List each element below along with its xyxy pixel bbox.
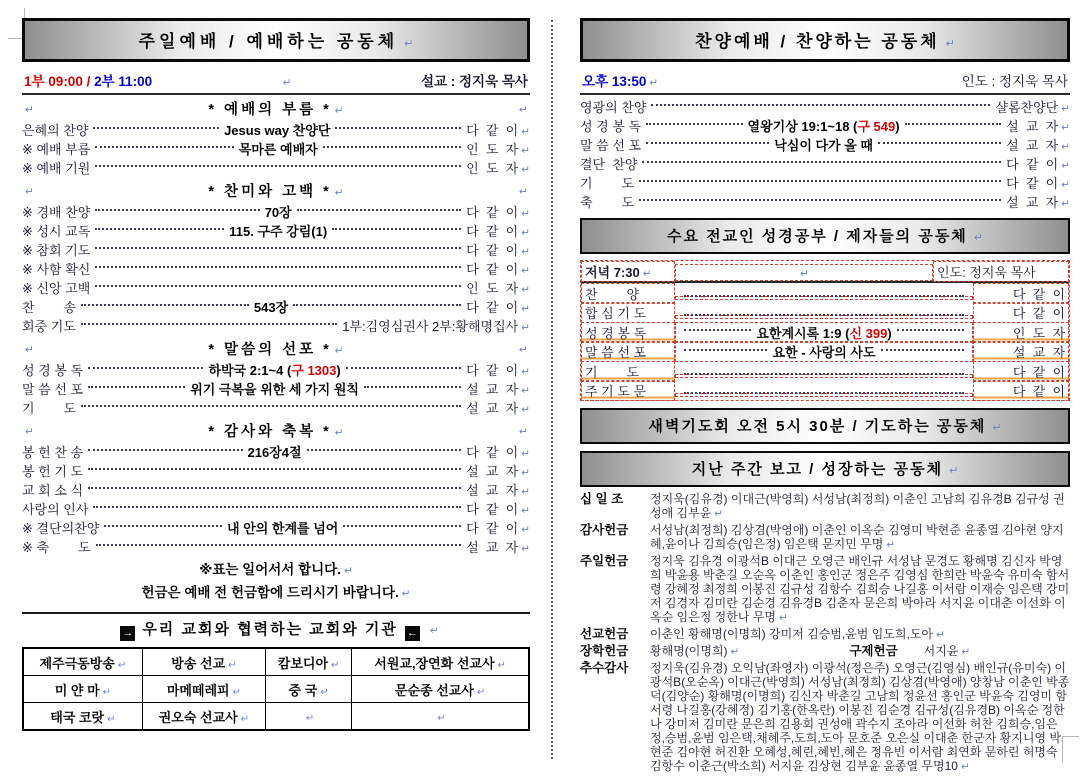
- dawn-prayer-header: 새벽기도회 오전 5시 30분 / 기도하는 공동체 ↵: [580, 408, 1070, 444]
- worship-times-row: [22, 62, 530, 95]
- program-item-person: 1부:김영심권사 2부:황해명집사 ↵: [342, 316, 530, 335]
- program-item-label: ※ 경배 찬양: [22, 205, 91, 220]
- program-item-person: 다 같 이 ↵: [466, 442, 530, 461]
- report-entry-names: 서지윤 ↵: [924, 644, 971, 658]
- dotted-leader: [335, 127, 461, 129]
- weekly-report-header: 지난 주간 보고 / 성장하는 공동체 ↵: [580, 451, 1070, 487]
- program-item-person: 다 같 이 ↵: [466, 221, 530, 240]
- program-item-person: 인 도 자: [973, 322, 1069, 343]
- scripture-ref-red: 구 1303: [291, 363, 337, 378]
- praise-leader: 인도 : 정지욱 목사: [961, 74, 1068, 89]
- section-title: * 예배의 부름 * ↵: [208, 98, 343, 119]
- program-item-label: 기 도: [581, 361, 675, 382]
- program-line: [22, 379, 530, 398]
- praise-times-row: [580, 62, 1070, 95]
- program-item-label: 봉 헌 찬 송: [22, 445, 84, 460]
- program-item-person: 인 도 자 ↵: [466, 158, 530, 177]
- program-line: [22, 240, 530, 259]
- bible-study-time: 저녁 7:30 ↵: [581, 261, 675, 282]
- report-entry: [580, 492, 1070, 521]
- partners-table: [22, 647, 530, 731]
- report-entry-names: 서성남(최정희) 김상겸(박영애) 이춘인 이옥순 김영미 박현준 윤종열 김아현 양지혜,윤이나 김희승(임은정) 임은택 문지민 무명 ↵: [650, 523, 1064, 551]
- program-item-person: 다 같 이 ↵: [466, 120, 530, 139]
- program-item-person: 다 같 이 ↵: [466, 499, 530, 518]
- program-item-person: 다 같 이 ↵: [466, 518, 530, 537]
- program-item-person: 다 같 이: [973, 302, 1069, 323]
- dotted-leader: [88, 367, 203, 369]
- dotted-leader: [88, 468, 461, 470]
- program-item-content: 요한 - 사랑의 사도: [772, 345, 876, 360]
- program-item-label: 은혜의 찬양: [22, 123, 89, 138]
- dotted-leader: [95, 285, 461, 287]
- program-line: [22, 499, 530, 518]
- dotted-leader: [95, 266, 461, 268]
- report-entry-label: 장학헌금: [580, 643, 629, 658]
- program-item-person: 다 같 이 ↵: [1006, 154, 1070, 173]
- program-item-person: 설 교 자 ↵: [466, 537, 530, 556]
- program-item-content: 낙심이 다가 올 때: [774, 138, 873, 153]
- dotted-leader: [95, 228, 224, 230]
- bible-study-row: [581, 322, 1069, 342]
- report-entry-names: 이춘인 황해명(이명희) 강미저 김승범,윤범 임도희,도아 ↵: [650, 627, 945, 641]
- program-item-person: 인 도 자 ↵: [466, 278, 530, 297]
- report-entry-names: 정지욱(김유경) 이대근(박영희) 서성남(최정희) 이춘인 고남희 김유경B 김규성 권성애 김부윤 ↵: [650, 492, 1065, 520]
- service2-time: 2부 11:00: [94, 74, 153, 89]
- program-item-person: 다 같 이: [973, 380, 1069, 401]
- dotted-leader: [684, 392, 964, 394]
- page-column-divider: [551, 20, 553, 759]
- program-item-label: 말 씀 선 포: [22, 382, 84, 397]
- program-line: [580, 154, 1070, 173]
- return-mark-icon: [516, 340, 530, 358]
- program-item-person: 다 같 이 ↵: [466, 297, 530, 316]
- bible-study-row: [581, 380, 1069, 400]
- bible-study-header: 수요 전교인 성경공부 / 제자들의 공동체 ↵: [580, 218, 1070, 254]
- right-page: [580, 18, 1070, 776]
- section-title: * 찬미와 고백 * ↵: [208, 180, 343, 201]
- partners-table-cell: 서원교,장연화 선교사 ↵: [352, 648, 529, 676]
- program-line: [22, 259, 530, 278]
- program-item-middle: [675, 322, 973, 343]
- dotted-leader: [646, 142, 769, 144]
- program-item-label: ※ 사함 확신: [22, 262, 91, 277]
- program-line: [22, 278, 530, 297]
- dotted-leader: [88, 386, 185, 388]
- program-item-label: 성 경 봉 독: [580, 119, 642, 134]
- program-line: [22, 297, 530, 316]
- sunday-worship-header: 주일예배 / 예배하는 공동체 ↵: [22, 18, 530, 62]
- partners-table-row: [23, 676, 529, 703]
- program-item-label: 사랑의 인사: [22, 502, 89, 517]
- partners-table-cell: 방송 선교 ↵: [142, 648, 265, 676]
- program-item-person: 설 교 자 ↵: [1006, 116, 1070, 135]
- program-item-label: ※ 성시 교독: [22, 224, 91, 239]
- dotted-leader: [364, 386, 461, 388]
- dotted-leader: [639, 199, 1001, 201]
- dotted-leader: [95, 247, 461, 249]
- return-mark-icon: [516, 100, 530, 118]
- program-item-content: 위기 극복을 위한 세 가지 원칙: [190, 382, 359, 397]
- separator: /: [82, 74, 95, 89]
- scripture-ref-red: 구 549: [857, 119, 896, 134]
- program-item-label: ※ 예배 부름: [22, 142, 91, 157]
- dotted-leader: [104, 525, 222, 527]
- dotted-leader: [684, 349, 767, 351]
- report-entry-label: 주일헌금: [580, 553, 629, 568]
- dotted-leader: [81, 405, 461, 407]
- program-item-content: 115. 구주 강림(1): [229, 224, 328, 239]
- dotted-leader: [81, 323, 337, 325]
- program-item-person: 설 교 자 ↵: [466, 480, 530, 499]
- dotted-leader: [642, 161, 1001, 163]
- program-item-person: 다 같 이 ↵: [466, 360, 530, 379]
- dotted-leader: [684, 314, 964, 316]
- return-mark-icon: [22, 340, 36, 358]
- report-entry-label: 구제헌금: [849, 643, 898, 658]
- report-entry: [580, 644, 1070, 659]
- program-item-label: 성 경 봉 독: [581, 322, 675, 343]
- program-item-label: ※ 참회 기도: [22, 243, 91, 258]
- dotted-leader: [897, 329, 964, 331]
- program-item-middle: [675, 374, 973, 378]
- section-title-row: [22, 179, 530, 202]
- dotted-leader: [93, 127, 219, 129]
- dotted-leader: [905, 123, 1001, 125]
- section-title: * 말씀의 선포 * ↵: [208, 338, 343, 359]
- dotted-leader: [878, 142, 1001, 144]
- report-entry-label: 십 일 조: [580, 491, 624, 506]
- report-entry: [580, 661, 1070, 774]
- program-item-middle: [675, 393, 973, 397]
- praise-lines: [580, 97, 1070, 211]
- partners-title-text: 우리 교회와 협력하는 교회와 기관: [142, 621, 398, 638]
- dotted-leader: [297, 209, 461, 211]
- section-divider: [22, 612, 530, 614]
- program-item-content: 목마른 예배자: [238, 142, 318, 157]
- section-title-row: [22, 97, 530, 120]
- program-item-person: 설 교 자: [973, 341, 1069, 362]
- program-item-person: 다 같 이 ↵: [1006, 173, 1070, 192]
- dotted-leader: [346, 367, 461, 369]
- dotted-leader: [881, 349, 964, 351]
- partners-table-row: [23, 703, 529, 731]
- program-item-content: 하박국 2:1~4 (구 1303): [208, 363, 341, 378]
- report-entry-label: 추수감사: [580, 660, 629, 675]
- program-item-label: 찬 양: [581, 283, 675, 304]
- bible-study-table: [580, 260, 1070, 401]
- partners-table-cell: 권오숙 선교사 ↵: [142, 703, 265, 731]
- program-item-middle: [675, 315, 973, 319]
- standing-note: ※표는 일어서서 합니다. ↵: [22, 559, 530, 582]
- program-line: [22, 360, 530, 379]
- program-line: [22, 442, 530, 461]
- partners-table-cell: 중 국 ↵: [266, 676, 352, 703]
- program-item-label: ※ 예배 기원: [22, 161, 91, 176]
- program-line: [22, 139, 530, 158]
- return-mark-icon: [22, 422, 36, 440]
- program-item-person: 다 같 이 ↵: [466, 202, 530, 221]
- report-entry: [580, 523, 1070, 552]
- return-mark-icon: [797, 265, 811, 280]
- partners-title: [22, 618, 530, 641]
- partners-table-row: [23, 648, 529, 676]
- program-line: [22, 461, 530, 480]
- dotted-leader: [307, 449, 461, 451]
- section-title-row: [22, 337, 530, 360]
- program-item-label: 결단 찬양: [580, 157, 638, 172]
- dotted-leader: [93, 506, 461, 508]
- program-item-content: 543장: [253, 300, 289, 315]
- program-item-person: 설 교 자 ↵: [1006, 192, 1070, 211]
- program-line: [22, 316, 530, 335]
- dotted-leader: [95, 146, 233, 148]
- program-line: [580, 116, 1070, 135]
- dotted-leader: [343, 525, 461, 527]
- program-item-content: 요한계시록 1:9 (신 399): [756, 325, 892, 341]
- arrow-right-box-icon: →: [122, 627, 134, 639]
- program-item-person: 샬롬찬양단 ↵: [995, 97, 1070, 116]
- program-line: [22, 158, 530, 177]
- program-item-label: 주 기 도 문: [581, 380, 675, 401]
- program-item-person: 설 교 자 ↵: [466, 379, 530, 398]
- program-line: [22, 202, 530, 221]
- return-mark-icon: [22, 182, 36, 200]
- partners-table-cell: 제주극동방송 ↵: [23, 648, 142, 676]
- program-item-label: 합 심 기 도: [581, 302, 675, 323]
- praise-worship-header: 찬양예배 / 찬양하는 공동체 ↵: [580, 18, 1070, 62]
- report-entry: [580, 627, 1070, 642]
- dotted-leader: [95, 165, 461, 167]
- report-entry-names: 정지욱 김유경 이광석B 이대근 오영근 배인규 서성남 문경도 황해명 김신자 박영희 박윤용 박춘길 오순옥 이춘인 홍인군 정은주 김영심 한희란 박윤숙 유미숙 함서령 강혜정 최정희 이봉진 김규성 김항수 김희승 나길홍 이서람 이재승 임은택 강미저 김경자 김미란 김순경 김유경B 김춘자 문은희 박아라 서지윤 이대춘 이선화 이옥순 임은정 정한나 무명 ↵: [650, 554, 1069, 624]
- section-title: * 감사와 축복 * ↵: [208, 420, 343, 441]
- offering-note: 헌금은 예배 전 헌금함에 드리시기 바랍니다. ↵: [22, 582, 530, 605]
- program-item-content: 내 안의 한계를 넘어: [227, 521, 339, 536]
- program-item-label: 성 경 봉 독: [22, 363, 84, 378]
- program-item-label: 기 도: [580, 176, 635, 191]
- program-item-label: 말 씀 선 포: [580, 138, 642, 153]
- dotted-leader: [95, 209, 259, 211]
- program-item-label: ※ 결단의찬양: [22, 521, 100, 536]
- dotted-leader: [639, 180, 1001, 182]
- program-line: [580, 97, 1070, 116]
- dotted-leader: [323, 146, 461, 148]
- report-entry-names: 정지욱(김유경) 오익남(좌영자) 이광석(정은주) 오영근(김영심) 배인규(유미숙) 이광석B(오순옥) 이대근(박영희) 서성남(최정희) 김상겸(박영애) 양창남 이춘인 박종덕(김양순) 황해명(이명희) 김신자 박춘길 고남희 정윤선 홍인군 박윤숙 김영미 함서령 나길홍(강혜정) 김기홍(한옥란) 이봉진 김순경 김규성(김유경B) 이옥순 정한나 강미저 김미란 문은희 김용회 권성애 곽수지 조아라 이선화 허찬 김희승,임은정,승범,윤범 임은택,채혜주,도희,도아 문호준 오은실 이대춘 한군자 황지니영 박현준 김아현 허진환 오혜성,혜린,혜빈,혜은 정유빈 이서람 최연화 문하린 허명숙 김항수 이춘근(박소희) 서지윤 김상현 김부윤 윤종열 무명10 ↵: [650, 661, 1069, 773]
- partners-table-cell: 태국 코랏 ↵: [23, 703, 142, 731]
- bible-study-row: [581, 283, 1069, 303]
- return-mark-icon: [516, 182, 530, 200]
- program-line: [22, 537, 530, 556]
- dotted-leader: [646, 123, 742, 125]
- dotted-leader: [88, 487, 461, 489]
- program-item-label: 회중 기도: [22, 319, 76, 334]
- report-entry: [580, 554, 1070, 625]
- arrow-left-box-icon: ←: [406, 627, 418, 639]
- bible-study-head-mid: [675, 264, 933, 281]
- report-entry-names: 황해명(이명희) ↵: [650, 644, 739, 658]
- dotted-leader: [684, 295, 964, 297]
- program-line: [22, 398, 530, 417]
- program-line: [22, 120, 530, 139]
- partners-table-body: [23, 648, 529, 730]
- service1-time: 1부 09:00: [24, 74, 83, 89]
- program-item-person: 다 같 이 ↵: [466, 259, 530, 278]
- dotted-leader: [332, 228, 461, 230]
- program-item-label: 축 도: [580, 195, 635, 210]
- program-item-person: 다 같 이 ↵: [466, 240, 530, 259]
- bible-study-head-row: [581, 261, 1069, 283]
- program-line: [22, 518, 530, 537]
- bible-study-row: [581, 341, 1069, 361]
- partners-table-cell: [266, 703, 352, 731]
- report-entry-label: 선교헌금: [580, 626, 629, 641]
- left-sections: [22, 97, 530, 556]
- report-entry-label: 감사헌금: [580, 522, 629, 537]
- partners-table-cell: 문순종 선교사 ↵: [352, 676, 529, 703]
- program-line: [580, 135, 1070, 154]
- program-item-label: 기 도: [22, 401, 77, 416]
- program-item-content: 216장4절: [247, 445, 302, 460]
- program-item-label: 봉 헌 기 도: [22, 464, 84, 479]
- bible-study-row: [581, 361, 1069, 381]
- program-item-content: Jesus way 찬양단: [224, 123, 331, 138]
- program-item-person: 설 교 자 ↵: [466, 398, 530, 417]
- dotted-leader: [293, 304, 461, 306]
- return-mark-icon: [516, 422, 530, 440]
- program-item-label: ※ 축 도: [22, 540, 91, 555]
- program-item-middle: [675, 296, 973, 300]
- program-item-person: 인 도 자 ↵: [466, 139, 530, 158]
- program-item-content: 열왕기상 19:1~18 (구 549): [747, 119, 900, 134]
- return-mark-icon: [22, 100, 36, 118]
- report-entries: [580, 492, 1070, 774]
- program-item-person: 설 교 자 ↵: [1006, 135, 1070, 154]
- dotted-leader: [81, 304, 249, 306]
- preacher-name: 설교 : 정지욱 목사: [420, 74, 528, 89]
- dotted-leader: [96, 544, 462, 546]
- program-item-person: 다 같 이: [973, 361, 1069, 382]
- bible-study-leader: 인도: 정지욱 목사: [933, 261, 1069, 282]
- program-item-content: 70장: [264, 205, 292, 220]
- partners-table-cell: [352, 703, 529, 731]
- program-line: [22, 480, 530, 499]
- return-mark-icon: [280, 74, 294, 89]
- partners-table-cell: 미 얀 마 ↵: [23, 676, 142, 703]
- program-item-person: 다 같 이: [973, 283, 1069, 304]
- program-item-label: 교 회 소 식: [22, 483, 84, 498]
- program-item-middle: [675, 341, 973, 362]
- scripture-ref-red: 신 399: [849, 325, 888, 341]
- left-page: [22, 18, 530, 731]
- program-item-label: 영광의 찬양: [580, 100, 647, 115]
- program-item-label: 찬 송: [22, 300, 77, 315]
- program-line: [580, 173, 1070, 192]
- program-line: [22, 221, 530, 240]
- dotted-leader: [684, 329, 751, 331]
- partners-table-cell: 캄보디아 ↵: [266, 648, 352, 676]
- program-item-person: 설 교 자 ↵: [466, 461, 530, 480]
- praise-time: 오후 13:50 ↵: [582, 70, 658, 90]
- program-item-label: 말 씀 선 포: [581, 341, 675, 362]
- program-item-label: ※ 신앙 고백: [22, 281, 91, 296]
- worship-times: [24, 70, 152, 90]
- partners-table-cell: 마메떼레피 ↵: [142, 676, 265, 703]
- dotted-leader: [684, 373, 964, 375]
- dotted-leader: [88, 449, 242, 451]
- section-title-row: [22, 419, 530, 442]
- program-line: [580, 192, 1070, 211]
- bible-study-row: [581, 302, 1069, 322]
- dotted-leader: [651, 104, 990, 106]
